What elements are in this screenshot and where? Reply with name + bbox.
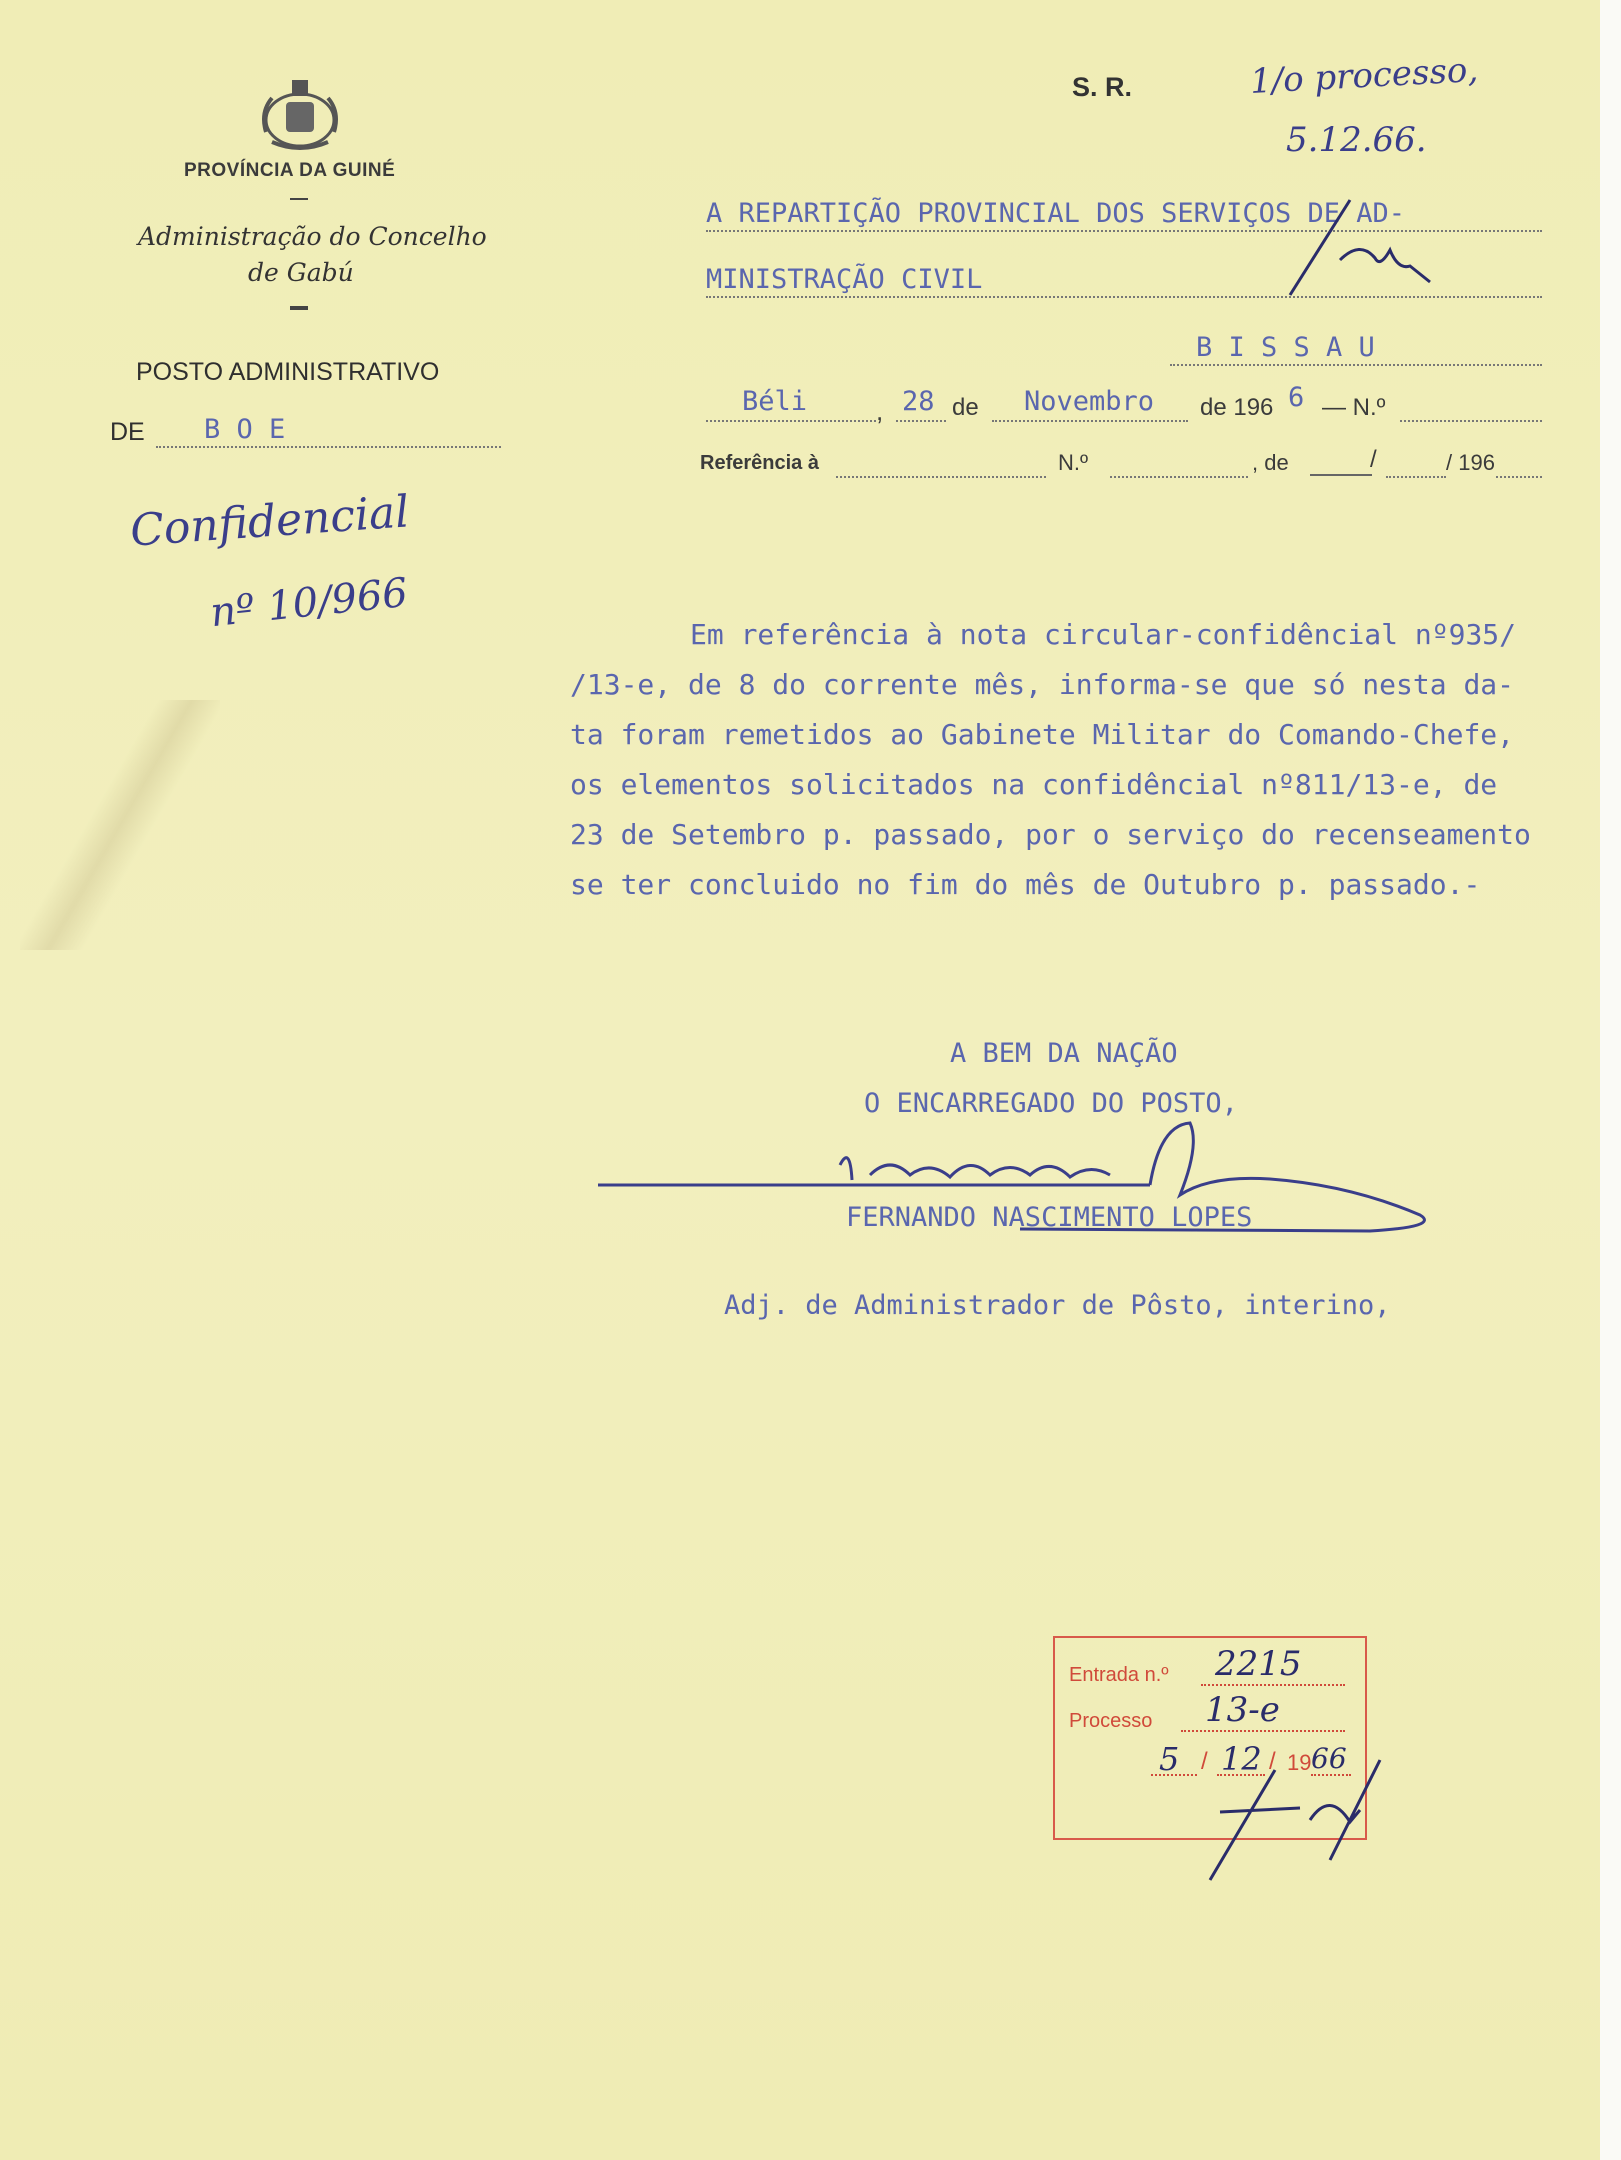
reference-field bbox=[836, 446, 1046, 478]
body-line-1: Em referência à nota circular-confidêncial nº935/ bbox=[690, 618, 1517, 651]
date-year-digit: 6 bbox=[1288, 382, 1305, 413]
coat-of-arms-icon bbox=[252, 72, 348, 154]
stamp-processo-value: 13-e bbox=[1205, 1690, 1280, 1730]
stamp-processo-line bbox=[1181, 1730, 1345, 1732]
date-de-1: de bbox=[952, 394, 979, 421]
reference-slash-2: / 196 bbox=[1446, 450, 1495, 475]
date-number-label: — N.º bbox=[1322, 394, 1386, 421]
closing-role: O ENCARREGADO DO POSTO, bbox=[864, 1088, 1238, 1119]
body-line-5: 23 de Setembro p. passado, por o serviço do recenseamento bbox=[570, 818, 1531, 851]
city-field bbox=[1170, 332, 1542, 366]
stamp-entrada-value: 2215 bbox=[1215, 1644, 1302, 1684]
day-field bbox=[896, 386, 946, 422]
date-de-2: de 196 bbox=[1200, 394, 1274, 421]
body-line-4: os elementos solicitados na confidêncial nº811/13-e, de bbox=[570, 768, 1498, 801]
stamp-entrada-line bbox=[1201, 1684, 1345, 1686]
letterhead-divider-2 bbox=[290, 306, 308, 310]
date-month: Novembro bbox=[1024, 386, 1155, 417]
reference-day-field bbox=[1310, 474, 1372, 476]
stamp-year-suffix: 66 bbox=[1311, 1742, 1347, 1775]
number-field bbox=[1400, 386, 1542, 422]
city: B I S S A U bbox=[1196, 332, 1375, 363]
post-name-field bbox=[156, 412, 501, 448]
reference-month-field bbox=[1386, 446, 1446, 478]
entry-stamp: Entrada n.º 2215 Processo 13-e 5 / 12 / 19 66 bbox=[1053, 1636, 1367, 1840]
scan-edge bbox=[1600, 0, 1621, 2160]
reference-number-label: N.º bbox=[1058, 450, 1089, 475]
date-place: Béli bbox=[742, 386, 808, 417]
administration-line-1: Administração do Concelho bbox=[138, 222, 487, 251]
confidential-note: Confidencial bbox=[128, 486, 411, 557]
reference-slash-1: / bbox=[1370, 446, 1377, 473]
reference-label: Referência à bbox=[700, 452, 819, 474]
date-day: 28 bbox=[902, 386, 935, 417]
body-line-2: /13-e, de 8 do corrente mês, informa-se que só nesta da- bbox=[570, 668, 1515, 701]
reference-year-field bbox=[1496, 446, 1542, 478]
letterhead-divider bbox=[290, 198, 308, 200]
stamp-year-prefix: 19 bbox=[1287, 1750, 1312, 1775]
reference-de-label: , de bbox=[1252, 450, 1289, 475]
reference-number-field bbox=[1110, 446, 1248, 478]
paper-crease bbox=[20, 700, 220, 950]
stamp-month: 12 bbox=[1221, 1740, 1262, 1778]
process-date-note: 5.12.66. bbox=[1286, 120, 1427, 160]
stamp-entrada-label: Entrada n.º bbox=[1069, 1664, 1169, 1686]
place-field bbox=[706, 386, 876, 422]
post-title: POSTO ADMINISTRATIVO bbox=[136, 358, 440, 386]
body-line-3: ta foram remetidos ao Gabinete Militar do Comando-Chefe, bbox=[570, 718, 1515, 751]
address-line-1: A REPARTIÇÃO PROVINCIAL DOS SERVIÇOS DE AD- bbox=[706, 198, 1405, 229]
stamp-initials-icon bbox=[1180, 1750, 1420, 1890]
stamp-day: 5 bbox=[1159, 1740, 1180, 1778]
closing-salutation: A BEM DA NAÇÃO bbox=[950, 1038, 1178, 1069]
confidential-number-note: nº 10/966 bbox=[208, 569, 410, 637]
body-line-6: se ter concluido no fim do mês de Outubro p. passado.- bbox=[570, 868, 1481, 901]
address-line-2: MINISTRAÇÃO CIVIL bbox=[706, 264, 983, 295]
sr-label: S. R. bbox=[1072, 72, 1133, 102]
stamp-processo-label: Processo bbox=[1069, 1710, 1153, 1732]
closing-title: Adj. de Administrador de Pôsto, interino, bbox=[724, 1290, 1391, 1321]
date-comma: , bbox=[876, 396, 884, 426]
post-name: B O E bbox=[204, 414, 286, 445]
initials-mark-icon bbox=[1280, 190, 1480, 310]
month-field bbox=[992, 386, 1188, 422]
process-note: 1/o processo, bbox=[1249, 50, 1480, 102]
signature-icon bbox=[590, 1115, 1450, 1255]
province-heading: PROVÍNCIA DA GUINÉ bbox=[184, 160, 396, 181]
administration-line-2: de Gabú bbox=[248, 258, 354, 287]
closing-name: FERNANDO NASCIMENTO LOPES bbox=[846, 1202, 1253, 1233]
post-de-label: DE bbox=[110, 418, 145, 446]
